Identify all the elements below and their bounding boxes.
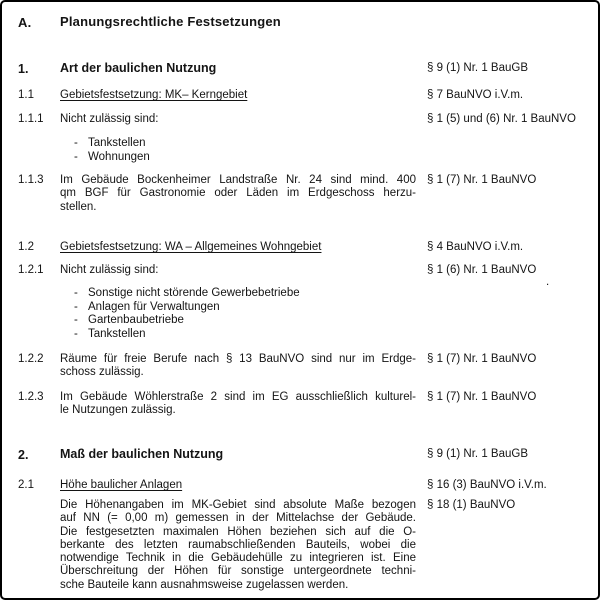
section-title: Nicht zulässig sind: bbox=[60, 264, 159, 276]
section-number: 1.2 bbox=[18, 241, 34, 253]
bullet-item bbox=[60, 314, 416, 328]
paragraph-line: le Nutzungen zulässig. bbox=[60, 404, 176, 417]
section-number: 1.1 bbox=[18, 89, 34, 101]
bullet-text: Tankstellen bbox=[88, 137, 146, 149]
section-number: A. bbox=[18, 15, 32, 30]
bullet-list bbox=[60, 287, 416, 341]
section-number: 1.2.1 bbox=[18, 264, 44, 276]
bullet-text: Tankstellen bbox=[88, 327, 146, 340]
bullet-dash: - bbox=[74, 327, 78, 340]
page-title: Planungsrechtliche Festsetzungen bbox=[60, 14, 281, 29]
paragraph-line: schoss zulässig. bbox=[60, 366, 144, 379]
section-number: 1.2.3 bbox=[18, 391, 44, 403]
bullet-text: Wohnungen bbox=[88, 150, 150, 163]
legal-reference: § 7 BauNVO i.V.m. bbox=[427, 89, 524, 101]
scan-artifact-dot: . bbox=[546, 276, 550, 288]
legal-reference: § 16 (3) BauNVO i.V.m. bbox=[427, 479, 547, 491]
section-title: Höhe baulicher Anlagen bbox=[60, 479, 183, 491]
paragraph-line: Die Höhenangaben im MK-Gebiet sind absolute Maße bezogen bbox=[60, 499, 416, 511]
bullet-item bbox=[60, 328, 416, 342]
legal-reference: § 4 BauNVO i.V.m. bbox=[427, 241, 524, 253]
body-paragraph bbox=[60, 353, 416, 380]
paragraph-line: Überschreitung der Höhen für sonstige untergeordnete techni- bbox=[60, 565, 416, 578]
section-number: 2.1 bbox=[18, 479, 34, 491]
section-number: 1. bbox=[18, 62, 29, 76]
paragraph-line: auf NN (= 0,00 m) gemessen in der Mittelachse der Gebäude. bbox=[60, 512, 416, 525]
legal-reference: § 9 (1) Nr. 1 BauGB bbox=[427, 448, 528, 460]
section-number: 1.1.1 bbox=[18, 113, 44, 125]
legal-reference: § 1 (7) Nr. 1 BauNVO bbox=[427, 391, 537, 403]
section-number: 1.1.3 bbox=[18, 174, 44, 186]
legal-reference: § 1 (7) Nr. 1 BauNVO bbox=[427, 353, 537, 365]
bullet-item bbox=[60, 151, 416, 165]
bullet-dash: - bbox=[74, 150, 78, 163]
section-title: Art der baulichen Nutzung bbox=[60, 61, 217, 75]
section-number: 1.2.2 bbox=[18, 353, 44, 365]
paragraph-line: Räume für freie Berufe nach § 13 BauNVO sind nur im Erdge- bbox=[60, 353, 416, 365]
bullet-list bbox=[60, 137, 416, 164]
body-paragraph bbox=[60, 499, 416, 592]
section-title: Nicht zulässig sind: bbox=[60, 113, 159, 125]
body-paragraph bbox=[60, 391, 416, 418]
legal-reference: § 18 (1) BauNVO bbox=[427, 499, 516, 511]
section-number: 2. bbox=[18, 448, 29, 462]
legal-reference: § 9 (1) Nr. 1 BauGB bbox=[427, 62, 528, 74]
section-title: Maß der baulichen Nutzung bbox=[60, 447, 224, 461]
paragraph-line: Im Gebäude Wöhlerstraße 2 sind im EG ausschließlich kulturel- bbox=[60, 391, 416, 403]
legal-reference: § 1 (6) Nr. 1 BauNVO bbox=[427, 264, 537, 276]
paragraph-line: qm BGF für Gastronomie oder Läden im Erdgeschoss herzu- bbox=[60, 187, 416, 200]
bullet-dash: - bbox=[74, 137, 78, 149]
paragraph-line: sche Bauteile kann ausnahmsweise zugelassen werden. bbox=[60, 578, 349, 591]
bullet-dash: - bbox=[74, 300, 78, 313]
bullet-item bbox=[60, 137, 416, 151]
bullet-dash: - bbox=[74, 287, 78, 299]
paragraph-line: Die festgesetzten maximalen Höhen beziehen sich auf die O- bbox=[60, 525, 416, 538]
bullet-text: Sonstige nicht störende Gewerbebetriebe bbox=[88, 287, 300, 299]
section-title: Gebietsfestsetzung: MK– Kerngebiet bbox=[60, 89, 248, 101]
legal-reference: § 1 (7) Nr. 1 BauNVO bbox=[427, 174, 537, 186]
body-paragraph bbox=[60, 174, 416, 214]
section-title: Gebietsfestsetzung: WA – Allgemeines Wohngebiet bbox=[60, 241, 322, 253]
bullet-item bbox=[60, 301, 416, 315]
paragraph-line: Im Gebäude Bockenheimer Landstraße Nr. 24 sind mind. 400 bbox=[60, 174, 416, 186]
paragraph-line: stellen. bbox=[60, 200, 97, 213]
legal-reference: § 1 (5) und (6) Nr. 1 BauNVO bbox=[427, 113, 576, 125]
paragraph-line: notwendige Technik in die Gebäudehülle zu integrieren ist. Eine bbox=[60, 552, 416, 565]
paragraph-line: berkante des letzten raumabschließenden Bauteils, wobei die bbox=[60, 538, 416, 551]
bullet-item bbox=[60, 287, 416, 301]
bullet-dash: - bbox=[74, 314, 78, 326]
bullet-text: Gartenbaubetriebe bbox=[88, 314, 184, 326]
bullet-text: Anlagen für Verwaltungen bbox=[88, 300, 220, 313]
